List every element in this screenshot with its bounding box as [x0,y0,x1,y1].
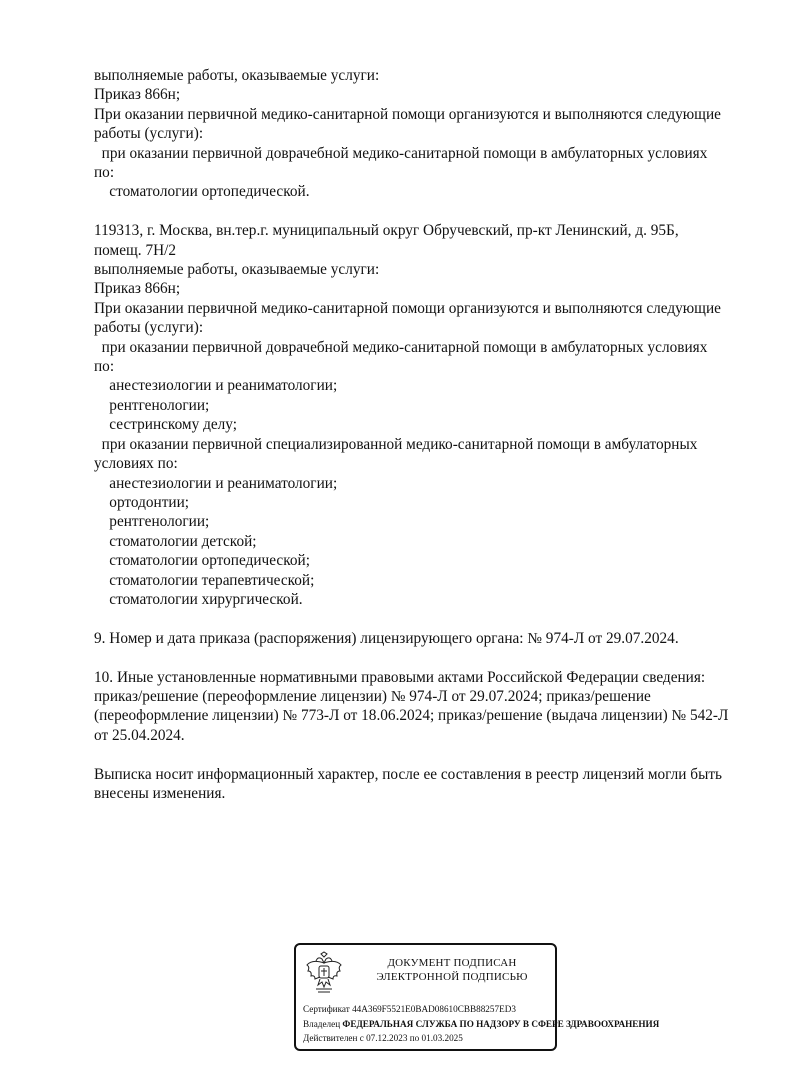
stamp-validity: Действителен с 07.12.2023 по 01.03.2025 [303,1033,463,1043]
text-line: выполняемые работы, оказываемые услуги: [94,67,380,84]
spacer [94,648,764,667]
text-line: При оказании первичной медико-санитарной помощи организуются и выполняются следующие [94,299,721,317]
text-line: рентгенологии; [94,513,210,531]
russian-coat-of-arms-icon [304,951,344,995]
owner-name: ФЕДЕРАЛЬНАЯ СЛУЖБА ПО НАДЗОРУ В СФЕРЕ ЗДРАВООХРАНЕНИЯ [342,1018,660,1029]
text-line: по: [94,358,115,376]
text-line: стоматологии детской; [94,532,257,550]
electronic-signature-stamp [294,943,660,1051]
text-line: 119313, г. Москва, вн.тер.г. муниципальный округ Обручевский, пр-кт Ленинский, д. 95Б, [94,222,679,240]
text-line: Приказ 866н; [94,86,181,104]
text-line: по: [94,164,115,182]
text-line: при оказании первичной доврачебной медико-санитарной помощи в амбулаторных условиях [94,338,708,356]
stamp-title-line1: ДОКУМЕНТ ПОДПИСАН [387,957,517,969]
section-address-1-services [94,66,764,202]
text-line: При оказании первичной медико-санитарной помощи организуются и выполняются следующие [94,105,721,123]
text-line: Приказ 866н; [94,280,181,298]
text-line: при оказании первичной специализированной медико-санитарной помощи в амбулаторных [94,435,698,453]
text-line: приказ/решение (переоформление лицензии) № 974-Л от 29.07.2024; приказ/решение [94,687,651,705]
text-line: рентгенологии; [94,396,210,414]
text-line: внесены изменения. [94,784,226,802]
text-line: анестезиологии и реаниматологии; [94,474,338,492]
text-line: работы (услуги): [94,125,204,143]
text-line: стоматологии ортопедической. [94,183,310,201]
text-line: 10. Иные установленные нормативными правовыми актами Российской Федерации сведения: [94,668,706,686]
spacer [94,609,764,628]
stamp-title [352,956,552,984]
section-address-2-services [94,221,764,609]
section-other-info [94,668,764,746]
text-line: 9. Номер и дата приказа (распоряжения) лицензирующего органа: № 974-Л от 29.07.2024. [94,629,679,647]
text-line: (переоформление лицензии) № 773-Л от 18.06.2024; приказ/решение (выдача лицензии) № 542-Л [94,707,729,725]
section-order-number [94,629,764,648]
text-line: ортодонтии; [94,493,190,511]
text-line: условиях по: [94,455,178,473]
text-line: работы (услуги): [94,319,204,337]
spacer [94,202,764,221]
owner-label: Владелец [303,1018,343,1029]
certificate-number: 44A369F5521E0BAD08610CBB88257ED3 [352,1004,516,1014]
text-line: от 25.04.2024. [94,726,185,744]
text-line: Выписка носит информационный характер, после ее составления в реестр лицензий могли быть [94,765,723,783]
document-body [94,66,764,803]
text-line: выполняемые работы, оказываемые услуги: [94,261,380,279]
stamp-certificate [303,1002,659,1017]
text-line: стоматологии ортопедической; [94,552,310,570]
stamp-owner [303,1017,659,1032]
certificate-label: Сертификат [303,1004,353,1014]
text-line: анестезиологии и реаниматологии; [94,377,338,395]
text-line: сестринскому делу; [94,416,237,434]
text-line: при оказании первичной доврачебной медико-санитарной помощи в амбулаторных условиях [94,144,708,162]
stamp-details [303,1002,659,1046]
spacer [94,745,764,764]
section-disclaimer [94,765,764,804]
text-line: стоматологии хирургической. [94,590,303,608]
text-line: помещ. 7Н/2 [94,241,177,259]
text-line: стоматологии терапевтической; [94,571,315,589]
stamp-title-line2: ЭЛЕКТРОННОЙ ПОДПИСЬЮ [376,971,528,983]
